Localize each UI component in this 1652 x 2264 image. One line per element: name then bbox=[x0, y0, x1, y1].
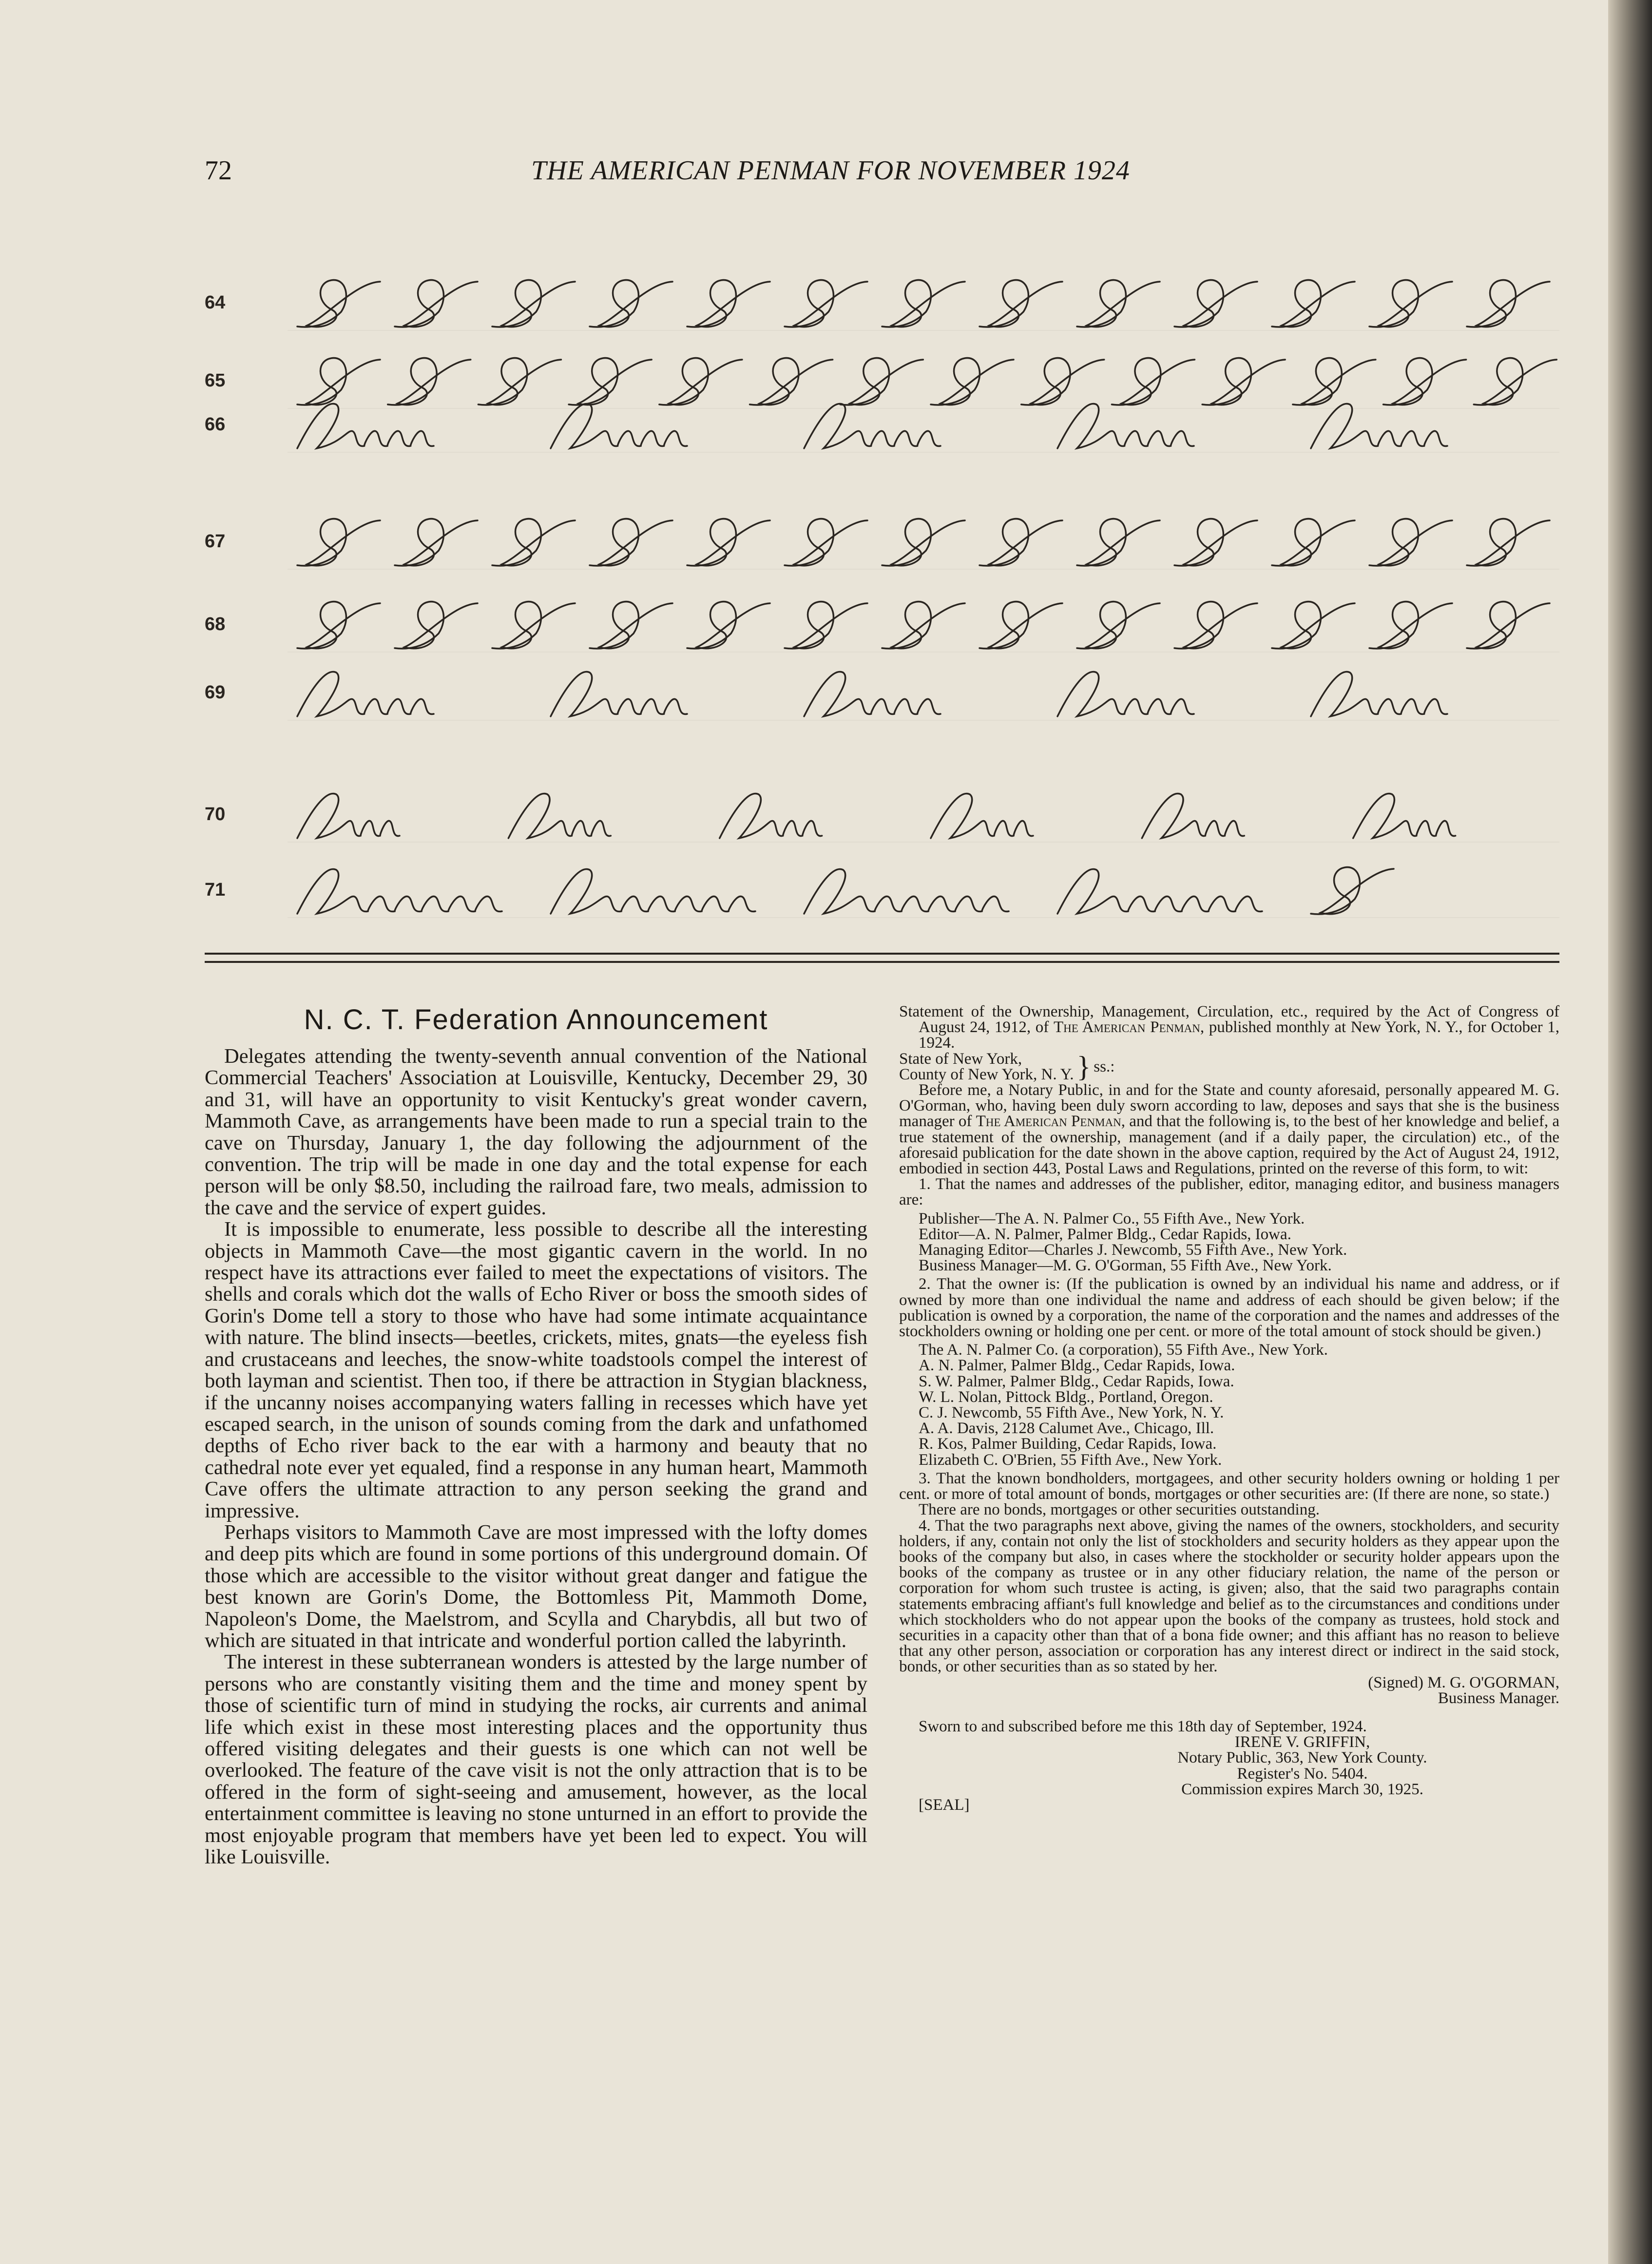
script-glyph bbox=[551, 869, 755, 914]
section-divider-top bbox=[205, 953, 1559, 955]
script-glyph bbox=[804, 672, 941, 716]
list-item: Publisher—The A. N. Palmer Co., 55 Fifth Ave., New York. bbox=[919, 1209, 1305, 1228]
article-paragraph: Delegates attending the twenty-seventh annual convention of the National Commercial Teachers' Association at Louisville, Kentucky, December 29, 30 and 31, will have an opportunity to visit Kentucky's great wonder cavern, Mammoth Cave, as arrangements have been made to run a special train to the cave on Thursday, January 1, the day following the adjournment of the convention. The trip will be made in one day and the total expense for each person will be only $8.50, including the railroad fare, two meals, admission to the cave and the service of expert guides. bbox=[205, 1045, 867, 1219]
script-glyph bbox=[395, 519, 478, 566]
script-glyph bbox=[1311, 867, 1394, 914]
drill-number: 70 bbox=[205, 804, 226, 825]
notary-line: Commission expires March 30, 1925. bbox=[1181, 1780, 1423, 1798]
script-glyph bbox=[1174, 602, 1257, 649]
notary-block bbox=[1045, 1734, 1559, 1797]
list-item: C. J. Newcomb, 55 Fifth Ave., New York, N. Y. bbox=[919, 1404, 1224, 1422]
script-glyph bbox=[1369, 280, 1452, 327]
drill-number: 64 bbox=[205, 292, 226, 313]
script-glyph bbox=[785, 602, 867, 649]
script-glyph bbox=[1272, 519, 1355, 566]
ss-label: ss.: bbox=[1094, 1057, 1115, 1075]
script-drill-row bbox=[288, 390, 1559, 463]
signature-title: Business Manager. bbox=[1438, 1689, 1559, 1707]
script-glyphs bbox=[288, 658, 1559, 731]
list-item: R. Kos, Palmer Building, Cedar Rapids, Iowa. bbox=[919, 1435, 1217, 1453]
script-glyphs bbox=[288, 590, 1559, 663]
script-glyph bbox=[980, 602, 1062, 649]
script-glyph bbox=[297, 602, 380, 649]
script-glyph bbox=[590, 280, 672, 327]
venue-block bbox=[899, 1051, 1559, 1082]
item-2: 2. That the owner is: (If the publication is owned by an individual his name and address, or if owned by more than one individual the name and address of each should be given below; if the publication is owned by a corporation, the name of the corporation and the names and addresses of the stockholders owning or holding one per cent. or more of the total amount of stock should be given.) bbox=[899, 1275, 1559, 1341]
script-glyph bbox=[1272, 280, 1355, 327]
list-item: Business Manager—M. G. O'Gorman, 55 Fifth Ave., New York. bbox=[919, 1257, 1332, 1275]
notary-line: Register's No. 5404. bbox=[1237, 1765, 1368, 1783]
script-glyph bbox=[1057, 403, 1194, 448]
script-glyph bbox=[785, 280, 867, 327]
script-drill-row bbox=[288, 590, 1559, 663]
article-paragraph: It is impossible to enumerate, less possible to describe all the interesting objects in Mammoth Cave—the most gigantic cavern in the world. In no respect have its attractions ever failed to meet the expectations of visitors. The shells and corals which dot the walls of Echo River or boss the smooth sides of Gorin's Dome tell a story to those who have had some intimate acquaintance with nature. The blind insects—beetles, crickets, mites, gnats—the eyeless fish and crustaceans and leeches, the snow-white toadstools compel the interest of both layman and scientist. Then too, if there be attraction in Stygian blackness, if the uncanny noises accompanying waters falling in recesses which have yet escaped search, in the unison of sounds coming from the dark and unfathomed depths of Echo river back to the ear with a harmony and beauty that no cathedral note ever yet equaled, find a response in any human heart, Mammoth Cave offers the ultimate attraction to any person seeking the grand and impressive. bbox=[205, 1218, 867, 1522]
county-line: County of New York, N. Y. bbox=[899, 1065, 1074, 1083]
script-glyph bbox=[297, 869, 502, 914]
article-paragraph: Perhaps visitors to Mammoth Cave are most impressed with the lofty domes and deep pits which are found in some portions of this underground domain. Of those which are accessible to the visitor without great danger and fatigue the best known are Gorin's Dome, the Bottomless Pit, Mammoth Dome, Napoleon's Dome, the Maelstrom, and Scylla and Charybdis, all but two of which are situated in that intricate and wonderful portion called the labyrinth. bbox=[205, 1520, 867, 1652]
item-4: 4. That the two paragraphs next above, giving the names of the owners, stockholders, and security holders, if any, contain not only the list of stockholders and security holders as they appear upon the books of the company but also, in cases where the stockholder or security holder appears upon the books of the company as trustee or in any other fiduciary relation, the name of the person or corporation for whom such trustee is acting, is given; also, that the said two paragraphs contain statements embracing affiant's full knowledge and belief as to the circumstances and conditions under which stockholders who do not appear upon the books of the company as trustees, hold stock and securities in a capacity other than that of a bona fide owner; and this affiant has no reason to believe that any other person, association or corporation has any interest direct or indirect in the said stock, bonds, or other securities than as so stated by her. bbox=[899, 1516, 1559, 1676]
list-item: S. W. Palmer, Palmer Bldg., Cedar Rapids, Iowa. bbox=[919, 1372, 1234, 1390]
list-item: The A. N. Palmer Co. (a corporation), 55 Fifth Ave., New York. bbox=[919, 1341, 1328, 1359]
script-drill-row bbox=[288, 658, 1559, 731]
page-edge-shadow bbox=[1608, 0, 1652, 2264]
script-glyph bbox=[882, 519, 965, 566]
right-column bbox=[899, 1004, 1559, 2251]
running-title: THE AMERICAN PENMAN FOR NOVEMBER 1924 bbox=[531, 155, 1130, 186]
left-column bbox=[205, 1004, 867, 2251]
seal-label: [SEAL] bbox=[919, 1796, 970, 1814]
script-glyph bbox=[804, 869, 1009, 914]
script-glyphs bbox=[288, 780, 1559, 853]
list-item: W. L. Nolan, Pittock Bldg., Portland, Oregon. bbox=[919, 1388, 1213, 1406]
script-glyphs bbox=[288, 855, 1559, 928]
script-glyph bbox=[492, 602, 575, 649]
script-glyph bbox=[590, 602, 672, 649]
script-glyph bbox=[1142, 793, 1244, 838]
script-glyph bbox=[297, 672, 434, 716]
script-glyph bbox=[882, 280, 965, 327]
state-line: State of New York, bbox=[899, 1050, 1022, 1068]
script-glyph bbox=[1369, 519, 1452, 566]
officers-list bbox=[919, 1211, 1559, 1274]
script-glyph bbox=[1467, 602, 1550, 649]
sworn-line: Sworn to and subscribed before me this 18th day of September, 1924. bbox=[919, 1717, 1367, 1735]
script-glyphs bbox=[288, 390, 1559, 463]
script-glyph bbox=[551, 403, 687, 448]
drill-number: 66 bbox=[205, 414, 226, 435]
script-glyph bbox=[297, 280, 380, 327]
script-glyph bbox=[1057, 672, 1194, 716]
page-number: 72 bbox=[205, 155, 232, 186]
drill-number: 69 bbox=[205, 682, 226, 703]
script-glyph bbox=[590, 519, 672, 566]
script-glyph bbox=[1174, 280, 1257, 327]
notary-line: Notary Public, 363, New York County. bbox=[1177, 1749, 1427, 1767]
list-item: Elizabeth C. O'Brien, 55 Fifth Ave., New York. bbox=[919, 1451, 1222, 1469]
script-glyph bbox=[1077, 280, 1160, 327]
script-glyph bbox=[931, 793, 1033, 838]
script-glyphs bbox=[288, 268, 1559, 341]
script-glyph bbox=[297, 403, 434, 448]
script-glyph bbox=[1353, 793, 1456, 838]
script-drill-row bbox=[288, 855, 1559, 928]
article-title: N. C. T. Federation Announcement bbox=[304, 1004, 768, 1036]
item-1: 1. That the names and addresses of the publisher, editor, managing editor, and business managers are: bbox=[899, 1175, 1559, 1209]
script-glyph bbox=[882, 602, 965, 649]
script-glyph bbox=[1077, 602, 1160, 649]
article-paragraph: The interest in these subterranean wonders is attested by the large number of persons who are constantly visiting them and the time and money spent by those of scientific turn of mind in studying the rocks, air currents and animal life which exist in these most interesting places and the opportunity thus offered visiting delegates and their guests is one which can not well be overlooked. The feature of the cave visit is not the only attraction that is to be offered in the form of sight-seeing and amusement, however, as the local entertainment committee is leaving no stone unturned in an effort to provide the most enjoyable program that members have yet been led to expect. You will like Louisville. bbox=[205, 1650, 867, 1869]
script-drill-row bbox=[288, 507, 1559, 580]
script-drill-row bbox=[288, 268, 1559, 341]
script-glyph bbox=[1467, 519, 1550, 566]
item-3: 3. That the known bondholders, mortgagees, and other security holders owning or holding 1 per cent. or more of total amount of bonds, mortgages or other securities are: (If there are none, so state.) bbox=[899, 1469, 1559, 1503]
script-glyph bbox=[297, 793, 400, 838]
script-glyph bbox=[1077, 519, 1160, 566]
script-glyph bbox=[1174, 519, 1257, 566]
script-glyph bbox=[395, 602, 478, 649]
script-glyph bbox=[687, 280, 770, 327]
affidavit-paragraph: Before me, a Notary Public, in and for the State and county aforesaid, personally appeared M. G. O'Gorman, who, having been duly sworn according to law, deposes and says that she is the business manager of The American Penman, and that the following is, to the best of her knowledge and belief, a true statement of the ownership, management (and if a daily paper, the circulation) etc., of the aforesaid publication for the date shown in the above caption, required by the Act of August 24, 1912, embodied in section 443, Postal Laws and Regulations, printed on the reverse of this form, to wit: bbox=[899, 1081, 1559, 1178]
item-3-answer: There are no bonds, mortgages or other securities outstanding. bbox=[919, 1501, 1320, 1519]
list-item: A. N. Palmer, Palmer Bldg., Cedar Rapids, Iowa. bbox=[919, 1357, 1235, 1375]
drill-number: 67 bbox=[205, 531, 226, 552]
notary-line: IRENE V. GRIFFIN, bbox=[1234, 1733, 1370, 1751]
script-glyph bbox=[395, 280, 478, 327]
list-item: Editor—A. N. Palmer, Palmer Bldg., Cedar Rapids, Iowa. bbox=[919, 1225, 1291, 1243]
script-glyph bbox=[1467, 280, 1550, 327]
script-glyph bbox=[1057, 869, 1262, 914]
publication-name: The American Penman bbox=[1053, 1018, 1200, 1036]
script-glyph bbox=[1272, 602, 1355, 649]
script-glyph bbox=[720, 793, 822, 838]
script-glyph bbox=[1311, 403, 1447, 448]
script-glyph bbox=[687, 602, 770, 649]
signature-line: (Signed) M. G. O'GORMAN, bbox=[1368, 1673, 1559, 1691]
script-glyph bbox=[1369, 602, 1452, 649]
list-item: Managing Editor—Charles J. Newcomb, 55 Fifth Ave., New York. bbox=[919, 1241, 1347, 1259]
script-glyph bbox=[492, 519, 575, 566]
list-item: A. A. Davis, 2128 Calumet Ave., Chicago, Ill. bbox=[919, 1420, 1214, 1438]
script-glyph bbox=[980, 280, 1062, 327]
section-divider-bottom bbox=[205, 961, 1559, 963]
script-glyph bbox=[1311, 672, 1447, 716]
drill-number: 68 bbox=[205, 614, 226, 634]
penmanship-copy-block bbox=[205, 229, 1559, 921]
drill-number: 71 bbox=[205, 880, 226, 900]
script-drill-row bbox=[288, 780, 1559, 853]
script-glyph bbox=[980, 519, 1062, 566]
script-glyph bbox=[785, 519, 867, 566]
drill-number: 65 bbox=[205, 370, 226, 391]
script-glyph bbox=[492, 280, 575, 327]
script-glyphs bbox=[288, 507, 1559, 580]
script-glyph bbox=[297, 519, 380, 566]
script-glyph bbox=[551, 672, 687, 716]
ownership-statement-intro: Statement of the Ownership, Management, Circulation, etc., required by the Act of Congress of August 24, 1912, of The American Penman, published monthly at New York, N. Y., for October 1, 1924. bbox=[899, 1003, 1559, 1052]
script-glyph bbox=[687, 519, 770, 566]
brace-glyph: } bbox=[1076, 1050, 1091, 1083]
script-glyph bbox=[508, 793, 611, 838]
page-header bbox=[205, 155, 1559, 199]
script-glyph bbox=[804, 403, 941, 448]
owners-list bbox=[919, 1342, 1559, 1468]
